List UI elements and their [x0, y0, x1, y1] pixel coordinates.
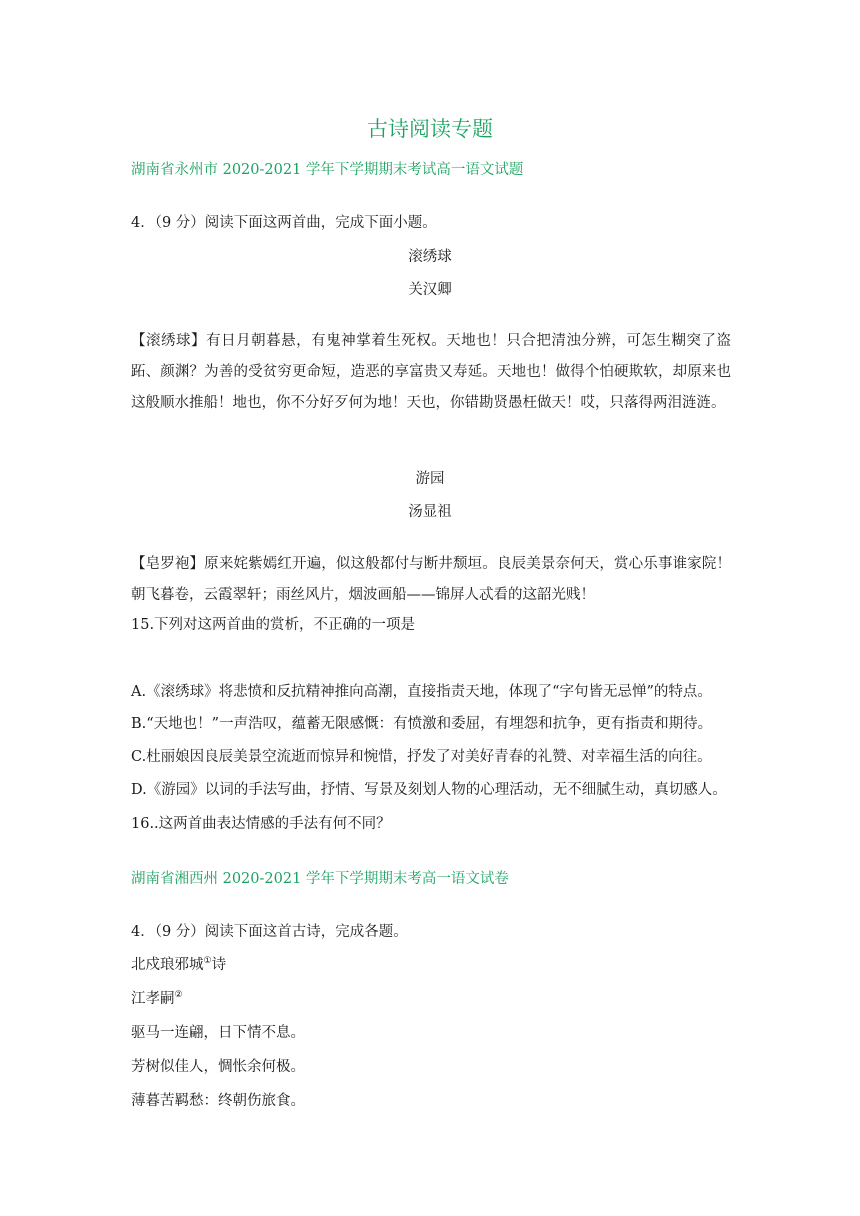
option-b: B.“天地也！”一声浩叹，蕴蓄无限感慨：有愤激和委屈，有埋怨和抗争，更有指责和期待。 [131, 716, 713, 732]
poem1-text: 【滚绣球】有日月朝暮悬，有鬼神掌着生死权。天地也！只合把清浊分辨，可怎生糊突了盗跖、颜渊？为善的受贫穷更命短，造恶的享富贵又寿延。天地也！做得个怕硬欺软，却原来也这般顺水推船！地也，你不分好歹何为地！天也，你错勘贤愚枉做天！哎，只落得两泪涟涟。 [131, 333, 731, 411]
poem1-author: 关汉卿 [408, 282, 452, 298]
question-intro-1: 4．（9 分）阅读下面这两首曲，完成下面小题。 [131, 215, 437, 231]
option-a: A.《滚绣球》将悲愤和反抗精神推向高潮，直接指责天地，体现了“字句皆无忌惮”的特点。 [131, 684, 712, 700]
poem2-author: 汤显祖 [408, 504, 452, 520]
poem3-title [131, 953, 226, 974]
poem3-line-2: 芳树似佳人，惆怅余何极。 [131, 1059, 305, 1075]
page-title: 古诗阅读专题 [367, 117, 493, 141]
poem3-author [131, 987, 183, 1008]
poem3-author-text: 江孝嗣 [131, 991, 175, 1007]
poem3-line-3: 薄暮苦羁愁：终朝伤旅食。 [131, 1093, 305, 1109]
question-15: 15.下列对这两首曲的赏析，不正确的一项是 [131, 617, 416, 633]
poem3-title-suffix: 诗 [211, 957, 227, 973]
question-intro-2: 4．（9 分）阅读下面这首古诗，完成各题。 [131, 924, 408, 940]
poem2-text: 【皂罗袍】原来姹紫嫣红开遍，似这般都付与断井颓垣。良辰美景奈何天，赏心乐事谁家院！朝飞暮卷，云霞翠轩；雨丝风片，烟波画船——锦屏人忒看的这韶光贱！ [131, 556, 731, 603]
option-c: C.杜丽娘因良辰美景空流逝而惊异和惋惜，抒发了对美好青春的礼赞、对幸福生活的向往。 [131, 749, 712, 765]
poem3-line-1: 驱马一连翩，日下情不息。 [131, 1025, 305, 1041]
poem2-title: 游园 [415, 471, 445, 487]
source-heading-1: 湖南省永州市 2020-2021 学年下学期期末考试高一语文试题 [131, 162, 524, 178]
poem3-title-text: 北戍琅邪城 [131, 957, 204, 973]
footnote-marker-2: ② [174, 990, 183, 1001]
footnote-marker-1: ① [203, 956, 212, 967]
option-d: D.《游园》以词的手法写曲，抒情、写景及刻划人物的心理活动，无不细腻生动，真切感人。 [131, 782, 727, 798]
poem1-title: 滚绣球 [408, 249, 452, 265]
question-16: 16..这两首曲表达情感的手法有何不同？ [131, 816, 391, 832]
source-heading-2: 湖南省湘西州 2020-2021 学年下学期期末考高一语文试卷 [131, 871, 509, 887]
